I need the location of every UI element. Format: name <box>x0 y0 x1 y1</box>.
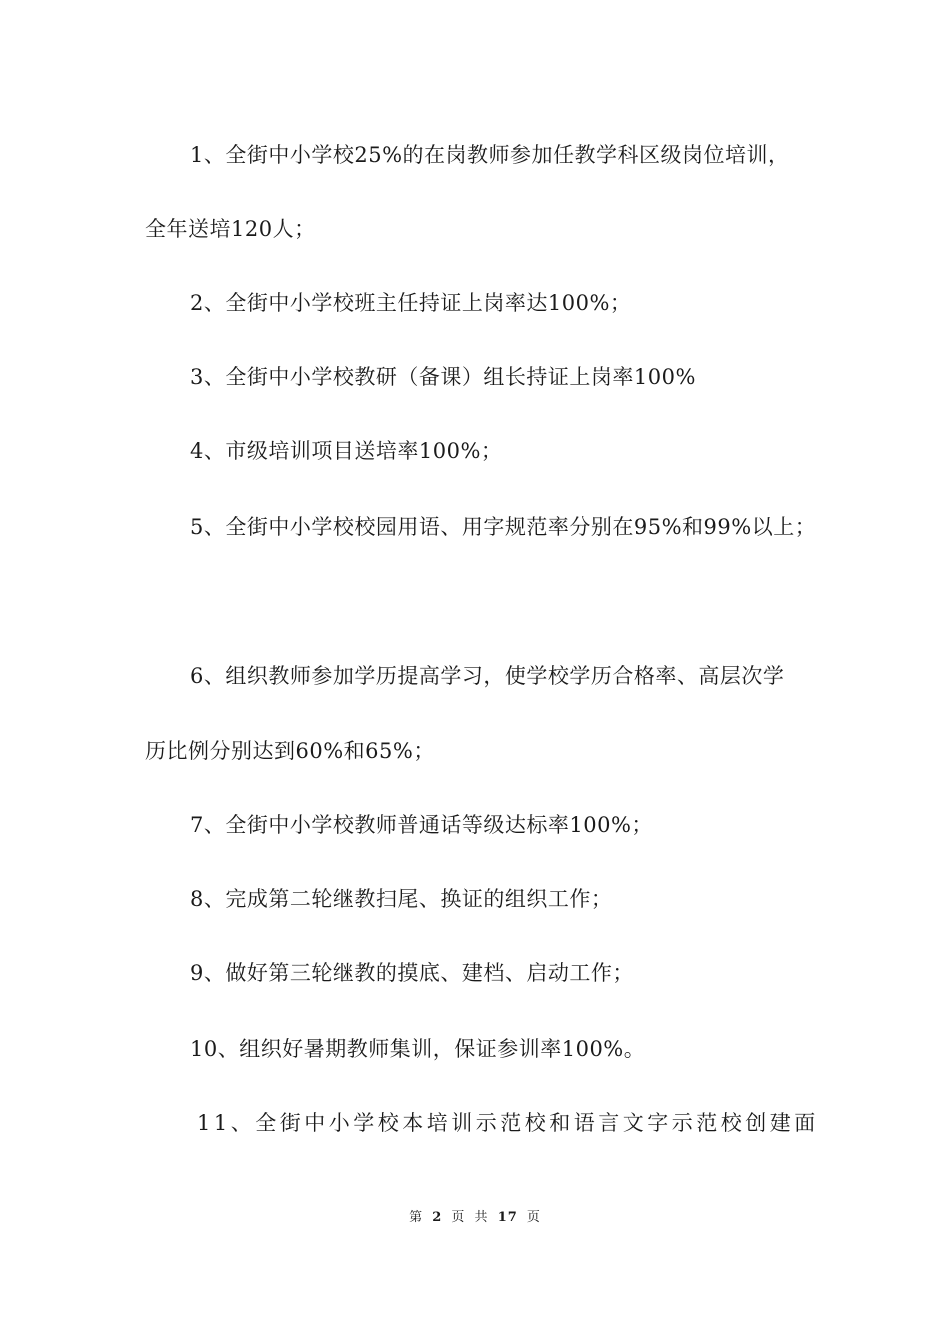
current-page-number: 2 <box>432 1210 443 1225</box>
paragraph-line-9: 7、全街中小学校教师普通话等级达标率100%； <box>190 813 653 837</box>
footer-middle: 页 共 <box>451 1210 489 1225</box>
page-footer <box>0 1209 950 1227</box>
paragraph-line-4: 3、全街中小学校教研（备课）组长持证上岗率100% <box>190 365 696 389</box>
paragraph-line-10: 8、完成第二轮继教扫尾、换证的组织工作； <box>190 887 613 911</box>
paragraph-line-2: 全年送培120人； <box>145 217 316 241</box>
paragraph-line-8: 历比例分别达到60%和65%； <box>145 739 435 763</box>
paragraph-line-6: 5、全街中小学校校园用语、用字规范率分别在95%和99%以上； <box>190 515 817 539</box>
total-pages-number: 17 <box>497 1210 518 1225</box>
paragraph-line-11: 9、做好第三轮继教的摸底、建档、启动工作； <box>190 961 634 985</box>
paragraph-line-5: 4、市级培训项目送培率100%； <box>190 439 503 463</box>
paragraph-line-1: 1、全街中小学校25%的在岗教师参加任教学科区级岗位培训， <box>190 143 790 167</box>
paragraph-line-3: 2、全街中小学校班主任持证上岗率达100%； <box>190 291 632 315</box>
footer-prefix: 第 <box>409 1210 424 1225</box>
paragraph-line-7: 6、组织教师参加学历提高学习，使学校学历合格率、高层次学 <box>190 664 785 688</box>
paragraph-line-12: 10、组织好暑期教师集训，保证参训率100%。 <box>190 1037 646 1061</box>
footer-suffix: 页 <box>526 1210 541 1225</box>
paragraph-line-13: 11、全街中小学校本培训示范校和语言文字示范校创建面 <box>197 1111 819 1135</box>
